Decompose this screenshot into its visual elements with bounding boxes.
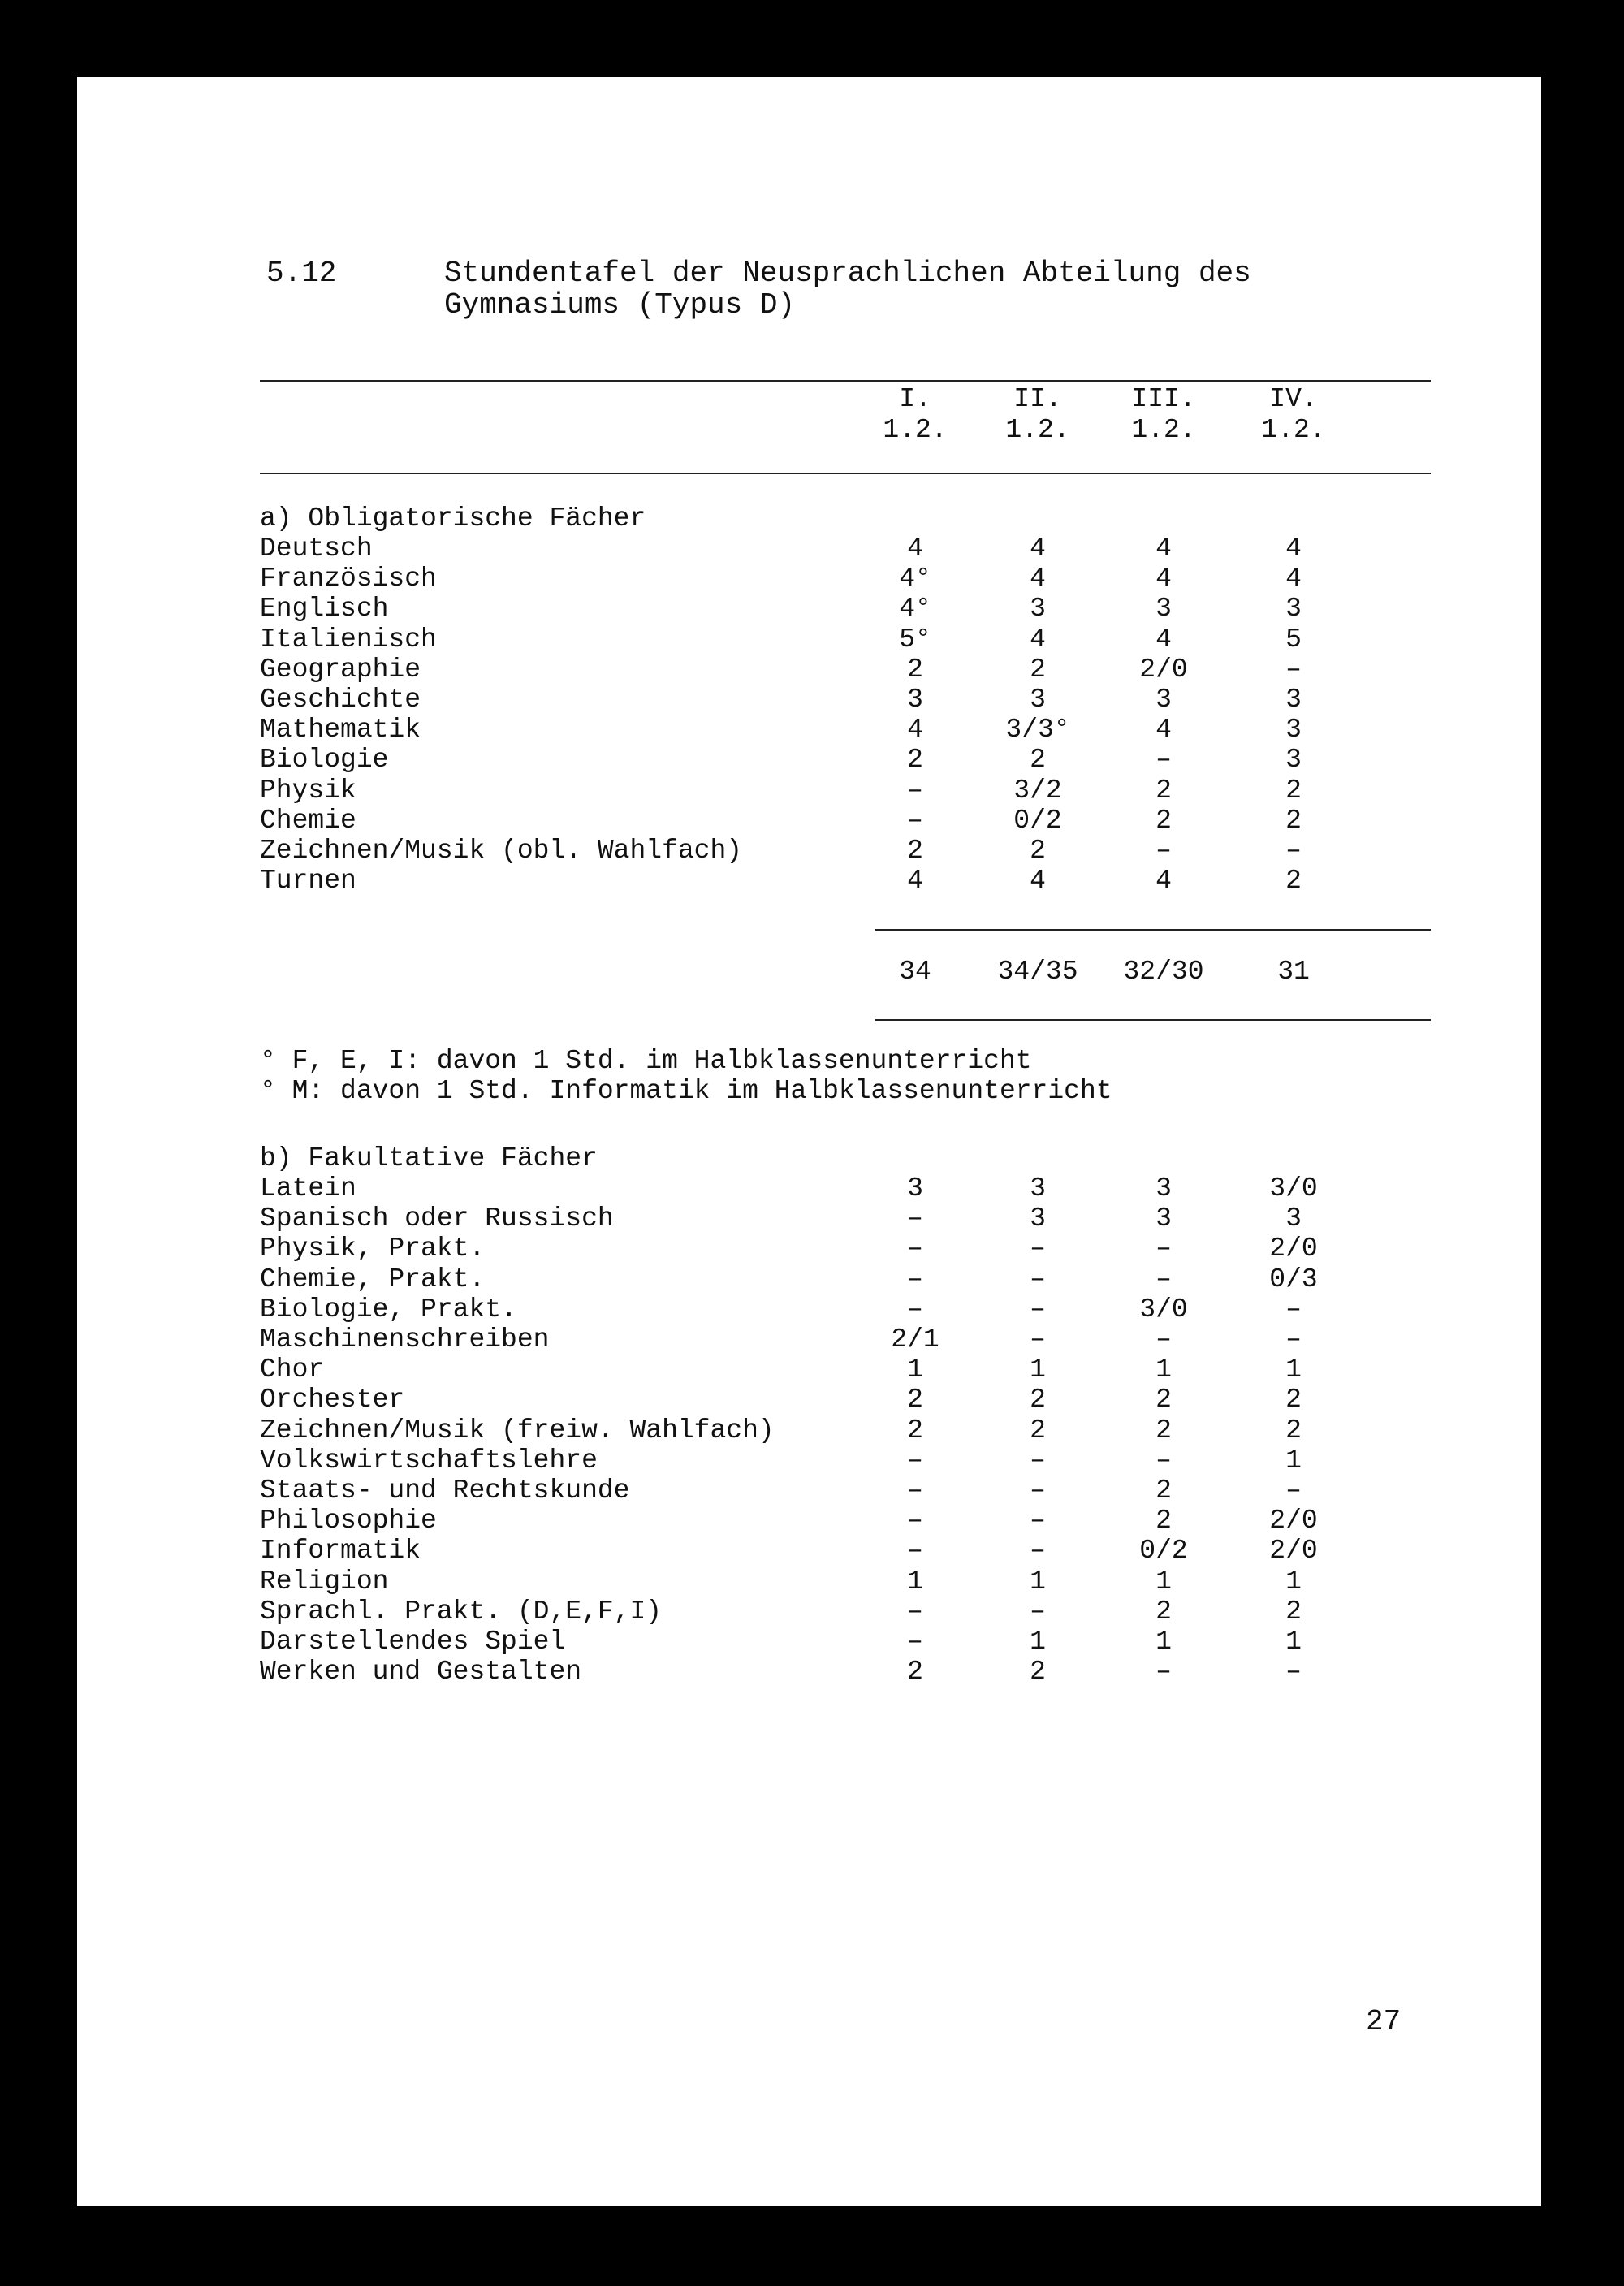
hours-cell: 2: [907, 745, 923, 775]
hours-cell: –: [907, 1536, 923, 1566]
hours-cell: 3/0: [1269, 1173, 1318, 1203]
hours-cell: 4: [907, 534, 923, 564]
obligatory-heading: a) Obligatorische Fächer: [260, 503, 646, 534]
hours-cell: 4: [1285, 534, 1302, 564]
hours-cell: 1: [1155, 1355, 1172, 1385]
hours-cell: 4: [1155, 564, 1172, 594]
hours-cell: 2: [1285, 776, 1302, 806]
hours-cell: 4: [1155, 715, 1172, 745]
hours-cell: 1: [907, 1566, 923, 1597]
hours-cell: 2/0: [1139, 655, 1188, 685]
column-header-sub: 1.2.: [883, 415, 948, 445]
hours-cell: 1: [1285, 1445, 1302, 1476]
hours-cell: 2: [1285, 1415, 1302, 1445]
hours-cell: –: [1030, 1294, 1046, 1324]
footnote-1: ° F, E, I: davon 1 Std. im Halbklassenunterricht: [260, 1046, 1032, 1076]
subject-label: Zeichnen/Musik (freiw. Wahlfach): [260, 1415, 775, 1445]
hours-cell: 4: [1030, 564, 1046, 594]
subject-label: Informatik: [260, 1536, 421, 1566]
subject-label: Biologie, Prakt.: [260, 1294, 517, 1324]
hours-cell: –: [1285, 1324, 1302, 1355]
hours-cell: 4: [1155, 866, 1172, 896]
hours-cell: 1: [1030, 1627, 1046, 1657]
hours-cell: 3/0: [1139, 1294, 1188, 1324]
hours-cell: 2: [1030, 1385, 1046, 1415]
hours-cell: 3: [1030, 685, 1046, 715]
hours-cell: –: [1285, 1657, 1302, 1687]
hours-cell: 3: [1155, 1173, 1172, 1203]
hours-cell: –: [907, 1234, 923, 1264]
column-header-sub: 1.2.: [1131, 415, 1196, 445]
subject-label: Religion: [260, 1566, 389, 1597]
hours-cell: –: [1030, 1445, 1046, 1476]
hours-cell: –: [907, 776, 923, 806]
hours-cell: 2: [907, 655, 923, 685]
header-bottom-rule: [260, 473, 1431, 474]
subject-label: Physik, Prakt.: [260, 1234, 486, 1264]
subject-label: Staats- und Rechtskunde: [260, 1476, 630, 1506]
hours-cell: 2: [1155, 1385, 1172, 1415]
hours-cell: 2: [1030, 1657, 1046, 1687]
document-page: [77, 77, 1541, 2206]
section-title-line2: Gymnasiums (Typus D): [444, 288, 796, 322]
hours-cell: 0/2: [1139, 1536, 1188, 1566]
hours-cell: 2: [1030, 836, 1046, 866]
hours-cell: 2: [907, 836, 923, 866]
hours-cell: –: [1030, 1597, 1046, 1627]
column-header-roman: I.: [899, 384, 931, 414]
hours-cell: 2: [1155, 1506, 1172, 1536]
subject-label: Orchester: [260, 1385, 405, 1415]
hours-cell: 2: [1285, 866, 1302, 896]
hours-cell: –: [907, 1264, 923, 1294]
total-cell: 34: [899, 957, 931, 987]
hours-cell: 1: [1030, 1355, 1046, 1385]
subject-label: Physik: [260, 776, 356, 806]
subject-label: Chemie: [260, 806, 356, 836]
header-top-rule: [260, 380, 1431, 382]
hours-cell: 2: [1285, 806, 1302, 836]
hours-cell: –: [1030, 1536, 1046, 1566]
subject-label: Mathematik: [260, 715, 421, 745]
total-cell: 31: [1277, 957, 1310, 987]
hours-cell: –: [907, 1476, 923, 1506]
hours-cell: 2/0: [1269, 1506, 1318, 1536]
hours-cell: 3: [1285, 685, 1302, 715]
subject-label: Maschinenschreiben: [260, 1324, 550, 1355]
hours-cell: –: [1155, 836, 1172, 866]
hours-cell: –: [1155, 1324, 1172, 1355]
hours-cell: 4°: [899, 564, 931, 594]
hours-cell: 1: [1155, 1566, 1172, 1597]
subject-label: Darstellendes Spiel: [260, 1627, 566, 1657]
subject-label: Volkswirtschaftslehre: [260, 1445, 598, 1476]
hours-cell: –: [1030, 1506, 1046, 1536]
total-cell: 32/30: [1123, 957, 1204, 987]
optional-heading: b) Fakultative Fächer: [260, 1143, 598, 1173]
hours-cell: –: [907, 1203, 923, 1234]
hours-cell: 5°: [899, 624, 931, 655]
hours-cell: 2: [1155, 1476, 1172, 1506]
hours-cell: 2/0: [1269, 1234, 1318, 1264]
hours-cell: –: [907, 1445, 923, 1476]
hours-cell: 4: [1030, 866, 1046, 896]
hours-cell: 2: [907, 1657, 923, 1687]
hours-cell: –: [907, 1506, 923, 1536]
column-header-sub: 1.2.: [1005, 415, 1070, 445]
hours-cell: 3: [1155, 685, 1172, 715]
hours-cell: 4°: [899, 594, 931, 624]
hours-cell: –: [1155, 1445, 1172, 1476]
hours-cell: 1: [1285, 1355, 1302, 1385]
hours-cell: 2: [1030, 1415, 1046, 1445]
hours-cell: –: [1030, 1324, 1046, 1355]
hours-cell: 1: [907, 1355, 923, 1385]
hours-cell: –: [1155, 1264, 1172, 1294]
subject-label: Geschichte: [260, 685, 421, 715]
hours-cell: –: [907, 806, 923, 836]
hours-cell: 3: [1030, 1173, 1046, 1203]
hours-cell: 2/0: [1269, 1536, 1318, 1566]
hours-cell: –: [1030, 1264, 1046, 1294]
hours-cell: –: [1285, 836, 1302, 866]
hours-cell: 3: [1285, 715, 1302, 745]
subject-label: Französisch: [260, 564, 437, 594]
column-header-roman: IV.: [1269, 384, 1318, 414]
hours-cell: 4: [907, 715, 923, 745]
hours-cell: 3/2: [1013, 776, 1062, 806]
hours-cell: 3: [907, 685, 923, 715]
hours-cell: –: [907, 1597, 923, 1627]
subject-label: Englisch: [260, 594, 389, 624]
hours-cell: 3: [1285, 745, 1302, 775]
subject-label: Zeichnen/Musik (obl. Wahlfach): [260, 836, 743, 866]
hours-cell: 4: [1285, 564, 1302, 594]
hours-cell: 3: [1030, 594, 1046, 624]
hours-cell: 3: [907, 1173, 923, 1203]
hours-cell: 2: [1285, 1385, 1302, 1415]
hours-cell: 2: [1155, 1415, 1172, 1445]
hours-cell: 2: [907, 1385, 923, 1415]
hours-cell: –: [1285, 1476, 1302, 1506]
hours-cell: 4: [1030, 624, 1046, 655]
hours-cell: 2: [1155, 776, 1172, 806]
hours-cell: 4: [1030, 534, 1046, 564]
total-cell: 34/35: [997, 957, 1078, 987]
section-number: 5.12: [266, 257, 337, 290]
subject-label: Latein: [260, 1173, 356, 1203]
hours-cell: 2: [1285, 1597, 1302, 1627]
subject-label: Chemie, Prakt.: [260, 1264, 486, 1294]
totals-top-rule: [875, 929, 1431, 931]
subject-label: Werken und Gestalten: [260, 1657, 582, 1687]
hours-cell: 2: [907, 1415, 923, 1445]
subject-label: Chor: [260, 1355, 325, 1385]
hours-cell: 4: [1155, 534, 1172, 564]
column-header-sub: 1.2.: [1261, 415, 1326, 445]
subject-label: Sprachl. Prakt. (D,E,F,I): [260, 1597, 663, 1627]
hours-cell: 2/1: [891, 1324, 939, 1355]
subject-label: Biologie: [260, 745, 389, 775]
hours-cell: –: [1285, 1294, 1302, 1324]
footnote-2: ° M: davon 1 Std. Informatik im Halbklassenunterricht: [260, 1076, 1112, 1106]
hours-cell: 0/2: [1013, 806, 1062, 836]
hours-cell: 4: [1155, 624, 1172, 655]
hours-cell: 3: [1030, 1203, 1046, 1234]
hours-cell: –: [1155, 1657, 1172, 1687]
subject-label: Geographie: [260, 655, 421, 685]
hours-cell: 1: [1030, 1566, 1046, 1597]
hours-cell: –: [907, 1627, 923, 1657]
hours-cell: –: [1285, 655, 1302, 685]
hours-cell: –: [1155, 1234, 1172, 1264]
subject-label: Turnen: [260, 866, 356, 896]
hours-cell: 2: [1030, 745, 1046, 775]
column-header-roman: II.: [1013, 384, 1062, 414]
hours-cell: 3: [1285, 1203, 1302, 1234]
hours-cell: –: [1030, 1476, 1046, 1506]
hours-cell: 1: [1285, 1566, 1302, 1597]
hours-cell: 3: [1285, 594, 1302, 624]
hours-cell: –: [1030, 1234, 1046, 1264]
totals-bottom-rule: [875, 1019, 1431, 1021]
hours-cell: 0/3: [1269, 1264, 1318, 1294]
subject-label: Philosophie: [260, 1506, 437, 1536]
hours-cell: 5: [1285, 624, 1302, 655]
hours-cell: 3: [1155, 1203, 1172, 1234]
hours-cell: 1: [1285, 1627, 1302, 1657]
page-number: 27: [1366, 2005, 1402, 2038]
hours-cell: 4: [907, 866, 923, 896]
subject-label: Spanisch oder Russisch: [260, 1203, 614, 1234]
subject-label: Deutsch: [260, 534, 373, 564]
hours-cell: 2: [1155, 806, 1172, 836]
hours-cell: –: [1155, 745, 1172, 775]
hours-cell: 2: [1155, 1597, 1172, 1627]
hours-cell: –: [907, 1294, 923, 1324]
subject-label: Italienisch: [260, 624, 437, 655]
column-header-roman: III.: [1131, 384, 1196, 414]
hours-cell: 2: [1030, 655, 1046, 685]
hours-cell: 3/3°: [1005, 715, 1070, 745]
hours-cell: 1: [1155, 1627, 1172, 1657]
hours-cell: 3: [1155, 594, 1172, 624]
section-title-line1: Stundentafel der Neusprachlichen Abteilung des: [444, 257, 1251, 290]
